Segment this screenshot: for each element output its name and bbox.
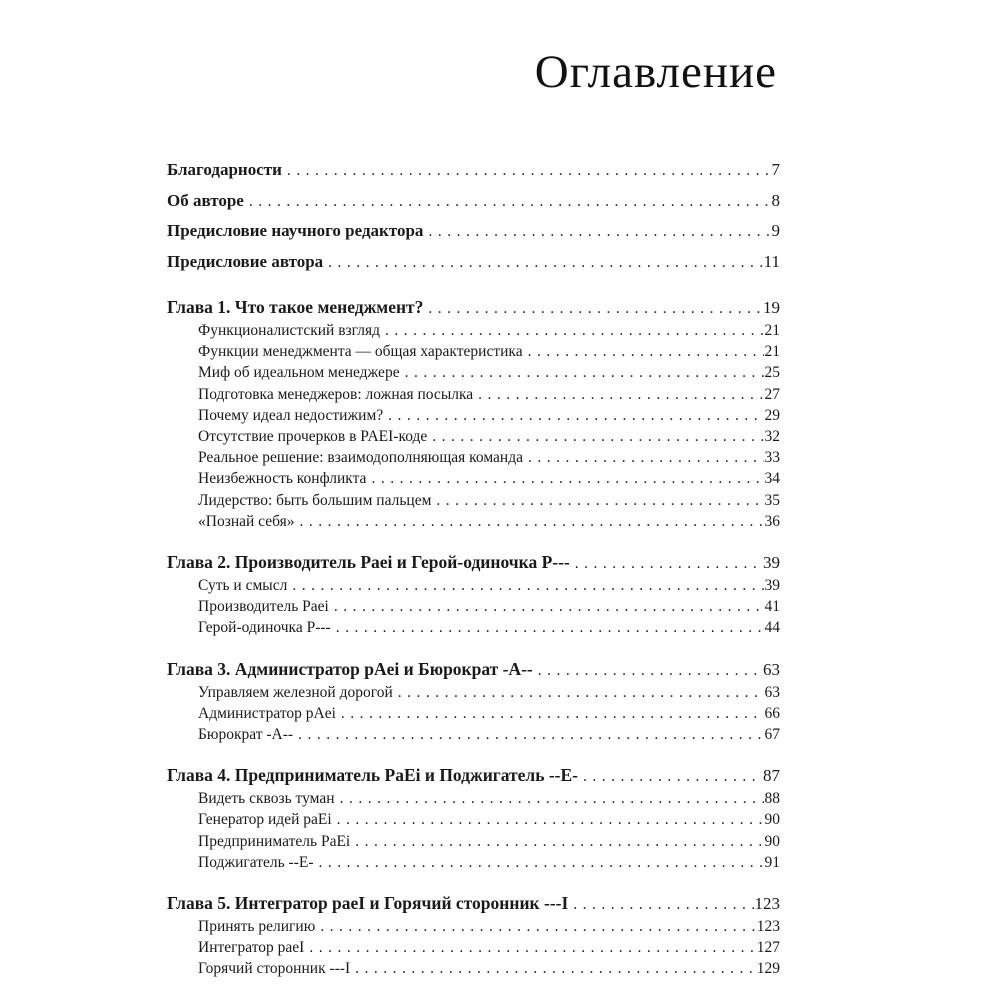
toc-entry-label: Лидерство: быть большим пальцем: [198, 491, 432, 509]
dot-leader-icon: [319, 852, 764, 873]
toc-entry-section: [167, 852, 780, 873]
toc-entry-section: [167, 831, 780, 852]
toc-entry-section: [167, 724, 780, 745]
toc-entry-page: 66: [764, 704, 780, 722]
toc-entry-page: 39: [763, 553, 780, 573]
toc-entry-label: Глава 4. Предприниматель PaEi и Поджигатель --E-: [167, 765, 579, 786]
toc-entry-label: Управляем железной дорогой: [198, 683, 393, 701]
dot-leader-icon: [337, 809, 764, 830]
toc-entry-page: 32: [764, 428, 780, 446]
toc-entry-section: [167, 341, 780, 362]
toc-entry-label: Глава 1. Что такое менеджмент?: [167, 297, 424, 317]
toc-entry-front: [167, 247, 780, 278]
toc-entry-chapter: [167, 551, 780, 575]
dot-leader-icon: [300, 511, 764, 532]
toc-entry-section: [167, 447, 780, 468]
dot-leader-icon: [355, 958, 756, 979]
dot-leader-icon: [287, 156, 771, 186]
dot-leader-icon: [334, 596, 764, 617]
dot-leader-icon: [528, 447, 764, 468]
toc-entry-section: [167, 426, 780, 447]
toc-entry-front: [167, 186, 780, 217]
dot-leader-icon: [336, 617, 764, 638]
toc-entry-page: 11: [763, 251, 780, 271]
dot-leader-icon: [388, 405, 763, 426]
dot-leader-icon: [292, 575, 763, 596]
toc-entry-page: 88: [764, 790, 780, 808]
toc-list: [167, 155, 780, 980]
toc-entry-label: Принять религию: [198, 918, 316, 936]
front-matter-list: [167, 155, 780, 277]
dot-leader-icon: [436, 490, 763, 511]
toc-entry-section: [167, 490, 780, 511]
toc-entry-label: Об авторе: [167, 190, 244, 210]
dot-leader-icon: [398, 682, 764, 703]
toc-entry-section: [167, 809, 780, 830]
toc-entry-label: Интегратор paeI: [198, 939, 305, 957]
toc-entry-page: 44: [764, 619, 780, 637]
toc-entry-section: [167, 405, 780, 426]
toc-entry-section: [167, 703, 780, 724]
toc-entry-page: 33: [764, 449, 780, 467]
dot-leader-icon: [309, 937, 755, 958]
toc-entry-section: [167, 320, 780, 341]
dot-leader-icon: [405, 362, 764, 383]
dot-leader-icon: [328, 248, 762, 278]
toc-entry-section: [167, 617, 780, 638]
dot-leader-icon: [428, 217, 770, 247]
toc-entry-label: Благодарности: [167, 160, 282, 179]
toc-entry-label: Бюрократ -A--: [198, 726, 294, 744]
toc-entry-section: [167, 384, 780, 405]
dot-leader-icon: [341, 703, 764, 724]
toc-entry-page: 41: [764, 598, 780, 616]
dot-leader-icon: [428, 298, 762, 320]
toc-entry-label: Горячий сторонник ---I: [198, 960, 351, 978]
chapters-list: [167, 296, 780, 980]
toc-entry-label: Почему идеал недостижим?: [198, 406, 384, 424]
toc-entry-front: [167, 155, 780, 186]
toc-entry-page: 63: [764, 683, 780, 701]
toc-entry-section: [167, 682, 780, 703]
toc-entry-label: Неизбежность конфликта: [198, 470, 367, 488]
dot-leader-icon: [298, 724, 763, 745]
dot-leader-icon: [573, 894, 753, 916]
toc-entry-section: [167, 596, 780, 617]
toc-entry-page: 29: [764, 406, 780, 424]
toc-entry-page: 90: [764, 832, 780, 850]
toc-entry-section: [167, 362, 780, 383]
toc-entry-label: Реальное решение: взаимодополняющая команда: [198, 449, 523, 467]
toc-entry-page: 36: [764, 512, 780, 530]
toc-entry-page: 123: [756, 918, 780, 936]
toc-entry-label: Функции менеджмента — общая характеристика: [198, 343, 523, 361]
toc-entry-page: 129: [756, 960, 780, 978]
toc-entry-label: Видеть сквозь туман: [198, 790, 335, 808]
dot-leader-icon: [371, 468, 763, 489]
toc-entry-page: 63: [763, 659, 780, 679]
toc-entry-label: Предисловие автора: [167, 251, 324, 271]
toc-entry-page: 25: [764, 364, 780, 382]
toc-entry-page: 39: [764, 577, 780, 595]
toc-entry-label: Отсутствие прочерков в PAEI-коде: [198, 428, 428, 446]
toc-entry-chapter: [167, 296, 780, 320]
toc-entry-section: [167, 958, 780, 979]
toc-entry-page: 90: [764, 811, 780, 829]
dot-leader-icon: [249, 187, 771, 217]
toc-entry-front: [167, 216, 780, 247]
dot-leader-icon: [575, 553, 762, 575]
dot-leader-icon: [355, 831, 763, 852]
toc-entry-label: Администратор pAei: [198, 704, 336, 722]
toc-entry-label: Суть и смысл: [198, 577, 288, 595]
toc-entry-page: 19: [763, 298, 780, 317]
toc-entry-label: Глава 2. Производитель Paei и Герой-одиночка P---: [167, 552, 570, 573]
toc-entry-section: [167, 468, 780, 489]
toc-entry-label: Миф об идеальном менеджере: [198, 364, 400, 382]
toc-entry-label: Поджигатель --E-: [198, 853, 314, 871]
toc-entry-label: Предисловие научного редактора: [167, 221, 424, 240]
toc-entry-label: Функционалистский взгляд: [198, 322, 380, 339]
toc-entry-label: Генератор идей paEi: [198, 811, 332, 829]
toc-entry-section: [167, 575, 780, 596]
toc-entry-label: Производитель Paei: [198, 598, 329, 616]
toc-entry-label: Предприниматель PaEi: [198, 832, 351, 850]
toc-entry-label: Герой-одиночка P---: [198, 619, 331, 637]
dot-leader-icon: [340, 788, 764, 809]
toc-entry-page: 35: [764, 491, 780, 509]
toc-entry-label: «Познай себя»: [198, 512, 295, 530]
toc-entry-page: 127: [756, 939, 780, 957]
toc-entry-section: [167, 788, 780, 809]
page-title: Оглавление: [534, 46, 777, 98]
dot-leader-icon: [583, 766, 762, 788]
toc-entry-label: Глава 3. Администратор pAei и Бюрократ -A--: [167, 658, 533, 679]
toc-entry-page: 7: [771, 160, 780, 179]
toc-entry-chapter: [167, 764, 780, 788]
toc-entry-page: 21: [764, 322, 780, 339]
toc-entry-page: 21: [764, 343, 780, 361]
toc-entry-page: 91: [764, 853, 780, 871]
toc-entry-page: 87: [763, 766, 780, 786]
toc-entry-label: Глава 5. Интегратор paeI и Горячий сторонник ---I: [167, 893, 569, 914]
toc-entry-chapter: [167, 892, 780, 916]
dot-leader-icon: [528, 341, 764, 362]
toc-entry-page: 27: [764, 385, 780, 403]
toc-entry-page: 123: [754, 894, 780, 914]
toc-entry-page: 8: [771, 190, 780, 210]
dot-leader-icon: [478, 384, 763, 405]
dot-leader-icon: [432, 426, 763, 447]
dot-leader-icon: [320, 916, 755, 937]
toc-entry-chapter: [167, 658, 780, 682]
dot-leader-icon: [385, 320, 764, 341]
dot-leader-icon: [538, 660, 762, 682]
toc-entry-section: [167, 511, 780, 532]
toc-entry-page: 67: [764, 726, 780, 744]
toc-entry-section: [167, 916, 780, 937]
toc-entry-page: 34: [764, 470, 780, 488]
toc-entry-label: Подготовка менеджеров: ложная посылка: [198, 385, 474, 403]
toc-entry-section: [167, 937, 780, 958]
toc-entry-page: 9: [771, 221, 780, 240]
